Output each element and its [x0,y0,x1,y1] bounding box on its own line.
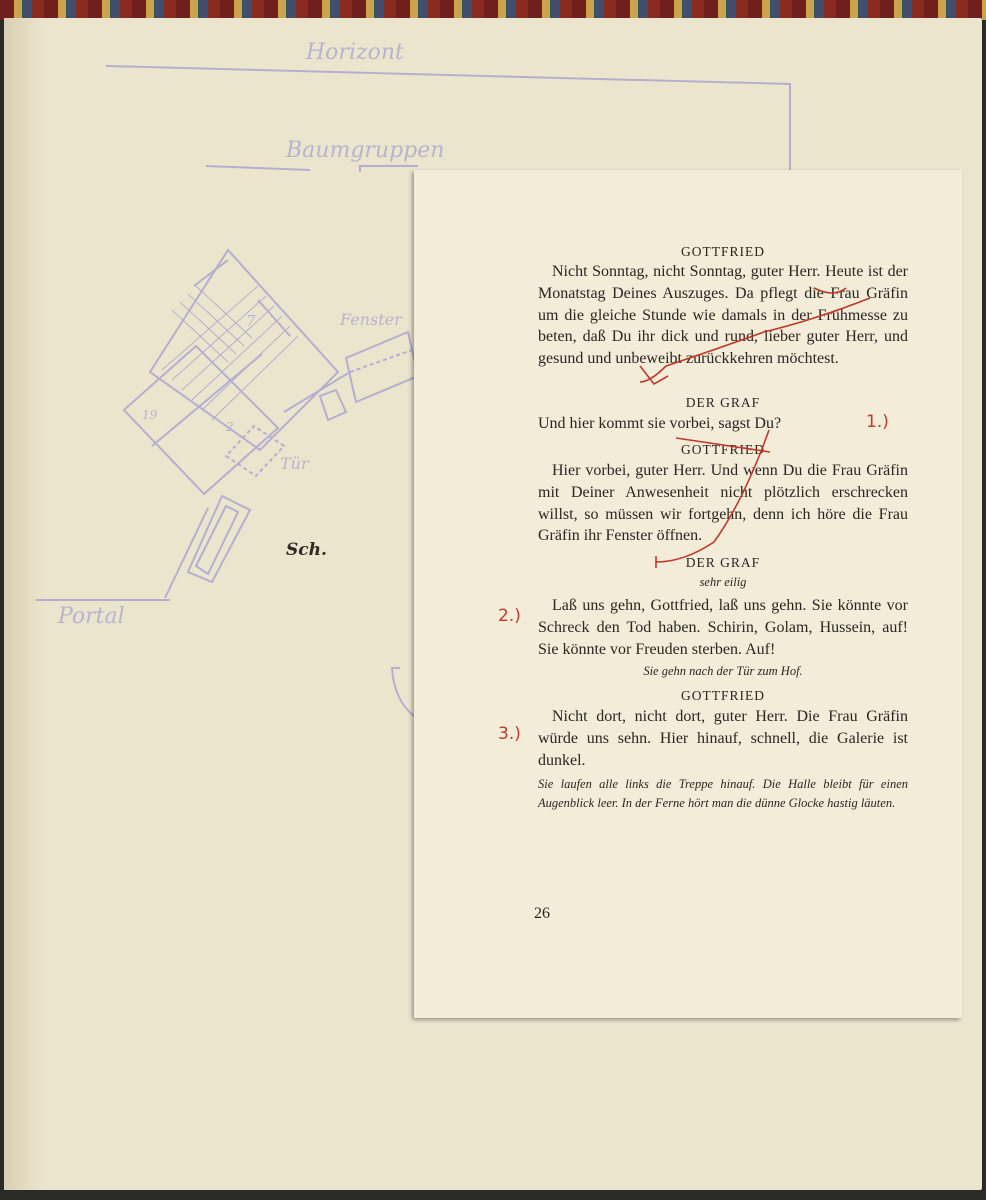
label-horizont: Horizont [306,40,404,65]
red-pencil-strokes [414,170,962,1018]
plan-number-19: 19 [142,408,158,422]
speech-graf-1: Und hier kommt sie vorbei, sagst Du? [538,415,782,432]
label-baumgruppen: Baumgruppen [286,138,445,163]
speech-gottfried-2: Hier vorbei, guter Herr. Und wenn Du die Frau Gräfin mit Deiner Anwesenheit nicht plötzlich erschrecken willst, so müssen wir fortgehn, denn ich höre die Frau Gräfin ihr Fenster öffnen. [538,462,908,545]
speech-gottfried-1: Nicht Sonntag, nicht Sonntag, guter Herr. Heute ist der Monatstag Deines Auszuges. Da pflegt die Frau Gräfin um die gleiche Stunde wie damals in der Frühmesse zu beten, daß Du ihr dick und rund, lieber guter Herr, und gesund und unbeweibt zurückkehren möchtest. [538,263,908,368]
margin-mark-2: 2.) [498,606,521,626]
speaker-graf-1: DER GRAF [685,395,761,410]
plan-number-7: 7 [246,312,256,330]
speech-gottfried-3: Nicht dort, nicht dort, guter Herr. Die Frau Gräfin würde uns sehn. Hier hinauf, schnell, die Galerie ist dunkel. [538,708,908,769]
speaker-gottfried-1: GOTTFRIED [681,244,765,259]
margin-mark-3: 3.) [498,724,521,744]
speech-graf-2: Laß uns gehn, Gottfried, laß uns gehn. Sie könnte vor Schreck den Tod haben. Schirin, Golam, Hussein, auf! Sie könnte vor Freuden sterben. Auf! [538,597,908,658]
label-portal: Portal [58,604,125,629]
label-tuer: Tür [280,454,309,473]
speaker-gottfried-3: GOTTFRIED [681,688,765,703]
page-number: 26 [534,905,550,922]
label-fenster: Fenster [340,310,402,329]
typeset-page [414,170,962,1018]
stage-direction-1: Sie gehn nach der Tür zum Hof. [643,664,803,678]
stage-direction-2: Sie laufen alle links die Treppe hinauf. Die Halle bleibt für einen Augenblick leer. In der Ferne hört man die dünne Glocke hastig läuten. [538,777,908,810]
margin-mark-1: 1.) [866,412,889,432]
plan-number-2: 2 [226,420,234,434]
speaker-graf-2: DER GRAF [685,555,761,570]
label-sch: Sch. [286,540,327,560]
speaker-gottfried-2: GOTTFRIED [681,442,765,457]
direction-sehr-eilig: sehr eilig [699,575,747,589]
